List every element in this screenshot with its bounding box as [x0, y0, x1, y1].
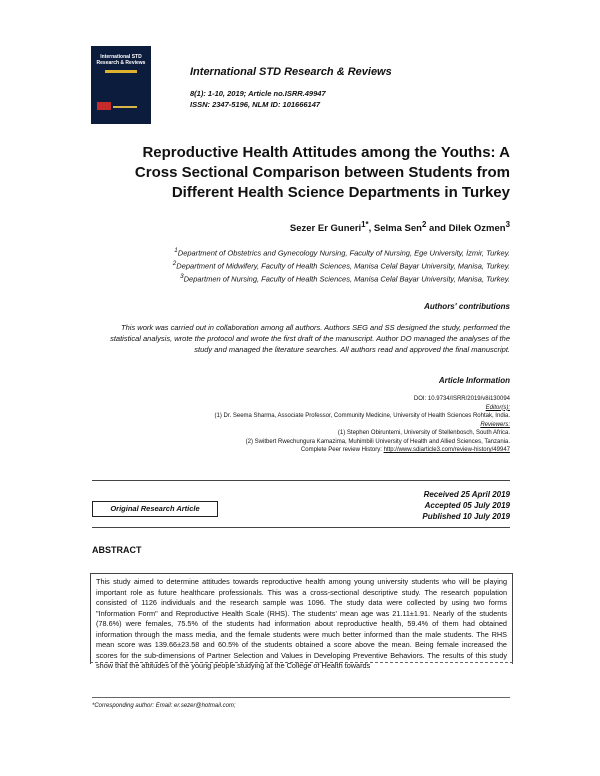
reviewer-1: (1) Stephen Obiruntemi, University of Stellenbosch, South Africa.	[337, 430, 510, 436]
cover-stripe	[113, 106, 137, 108]
affiliation-number: 2	[172, 260, 177, 267]
author-name: Selma Sen	[373, 223, 422, 235]
article-type-label: Original Research Article	[92, 501, 218, 517]
title-line-1: Reproductive Health Attitudes among the Youths: A	[142, 144, 510, 161]
author-separator: ,	[368, 223, 374, 235]
contributions-text: This work was carried out in collaboration among all authors. Authors SEG and SS designed the study, performed the statistical analysis, wrote the protocol and wrote the first draft of the manuscript. Author DO managed the analyses of the study and managed the literature searches. All authors read and approved the final manuscript.	[110, 323, 510, 354]
abstract-heading: ABSTRACT	[92, 545, 142, 555]
title-line-2: Cross Sectional Comparison between Students from	[134, 164, 510, 181]
article-info	[100, 395, 510, 455]
journal-name: International STD Research & Reviews	[190, 66, 392, 78]
affiliation-item	[95, 246, 510, 259]
article-title	[60, 143, 510, 203]
affiliation-number: 3	[180, 273, 184, 280]
journal-cover-image	[91, 46, 151, 124]
cover-logo	[97, 102, 111, 110]
editor-label: Editor(s):	[485, 404, 510, 411]
journal-meta	[190, 88, 326, 110]
doi: DOI: 10.9734/ISRR/2019/v8i130094	[413, 396, 510, 402]
history-label: Complete Peer review History:	[300, 447, 384, 453]
published-date: Published 10 July 2019	[422, 512, 510, 521]
author-sup: 3	[505, 220, 510, 229]
affiliation-number: 1	[174, 247, 178, 254]
cover-title	[91, 54, 151, 66]
title-line-3: Different Health Science Departments in Turkey	[171, 184, 510, 201]
abstract-text: This study aimed to determine attitudes towards reproductive health among young university students who will be playing important role as future healthcare professionals. This was a cross-sectional descriptive study. The research population consisted of 1126 individuals and the research sample was 1096. The study data were collected by using two forms "Information Form" and Reproductive Health Scale (RHS). The students' mean age was 21.11±1.91. Nearly of the students (78.6%) were females, 75.5% of the students had information about reproductive health, 59.4% of them had obtained information through the mass media, and the female students were much better informed than the male students. The RHS mean score was 139.66±23.58 and 60.5% of the students obtained a score above the mean. Being female increased the scores for the sub-dimensions of Partner Selection and Values in Developing Preventive Behaviors. The results of this study show that the attitudes of the young people studying at the College of Health towards	[96, 577, 507, 670]
affiliation-text: Department of Midwifery, Faculty of Health Sciences, Manisa Celal Bayar University, Manisa, Turkey.	[176, 261, 510, 271]
author-name: Sezer Er Guneri	[289, 223, 362, 235]
affiliations	[95, 246, 510, 285]
footnote-rule	[92, 697, 510, 698]
cover-accent-bar	[105, 70, 137, 73]
accepted-date: Accepted 05 July 2019	[424, 501, 510, 510]
author-sup: 1*	[361, 220, 369, 229]
citation: 8(1): 1-10, 2019; Article no.ISRR.49947	[190, 89, 326, 98]
cover-title-line2: Research & Reviews	[96, 60, 146, 66]
received-date: Received 25 April 2019	[423, 490, 510, 499]
article-info-heading: Article Information	[438, 376, 510, 385]
reviewers-label: Reviewers:	[480, 421, 510, 428]
affiliation-text: Departmen of Nursing, Faculty of Health Sciences, Manisa Celal Bayar University, Manisa, Turkey.	[183, 274, 510, 284]
affiliation-text: Department of Obstetrics and Gynecology Nursing, Faculty of Nursing, Ege University, İzmir, Turkey.	[177, 248, 510, 258]
reviewer-2: (2) Switbert Rwechungura Kamazima, Muhimbili University of Health and Allied Sciences, Tanzania.	[245, 438, 510, 445]
divider	[92, 480, 510, 481]
author-name: Dilek Ozmen	[448, 223, 506, 235]
article-dates	[300, 489, 510, 522]
review-history-link[interactable]: http://www.sdiarticle3.com/review-history/49947	[383, 447, 510, 453]
review-history	[100, 446, 510, 455]
editor: (1) Dr. Seema Sharma, Associate Professor, Community Medicine, University of Health Sciences Rohtak, India.	[214, 413, 510, 419]
corresponding-author: *Corresponding author: Email: er.sezer@hotmail.com;	[92, 703, 236, 709]
abstract-box	[90, 573, 513, 670]
author-sup: 2	[421, 220, 427, 229]
page-break-rule	[90, 662, 513, 663]
contributions-heading: Authors' contributions	[424, 302, 510, 311]
author-separator: and	[426, 223, 449, 235]
author-list	[60, 220, 510, 234]
affiliation-item	[95, 259, 510, 272]
issn: ISSN: 2347-5196, NLM ID: 101666147	[190, 100, 321, 109]
cover-title-line1: International STD	[100, 54, 142, 60]
affiliation-item	[95, 272, 510, 285]
divider	[92, 527, 510, 528]
